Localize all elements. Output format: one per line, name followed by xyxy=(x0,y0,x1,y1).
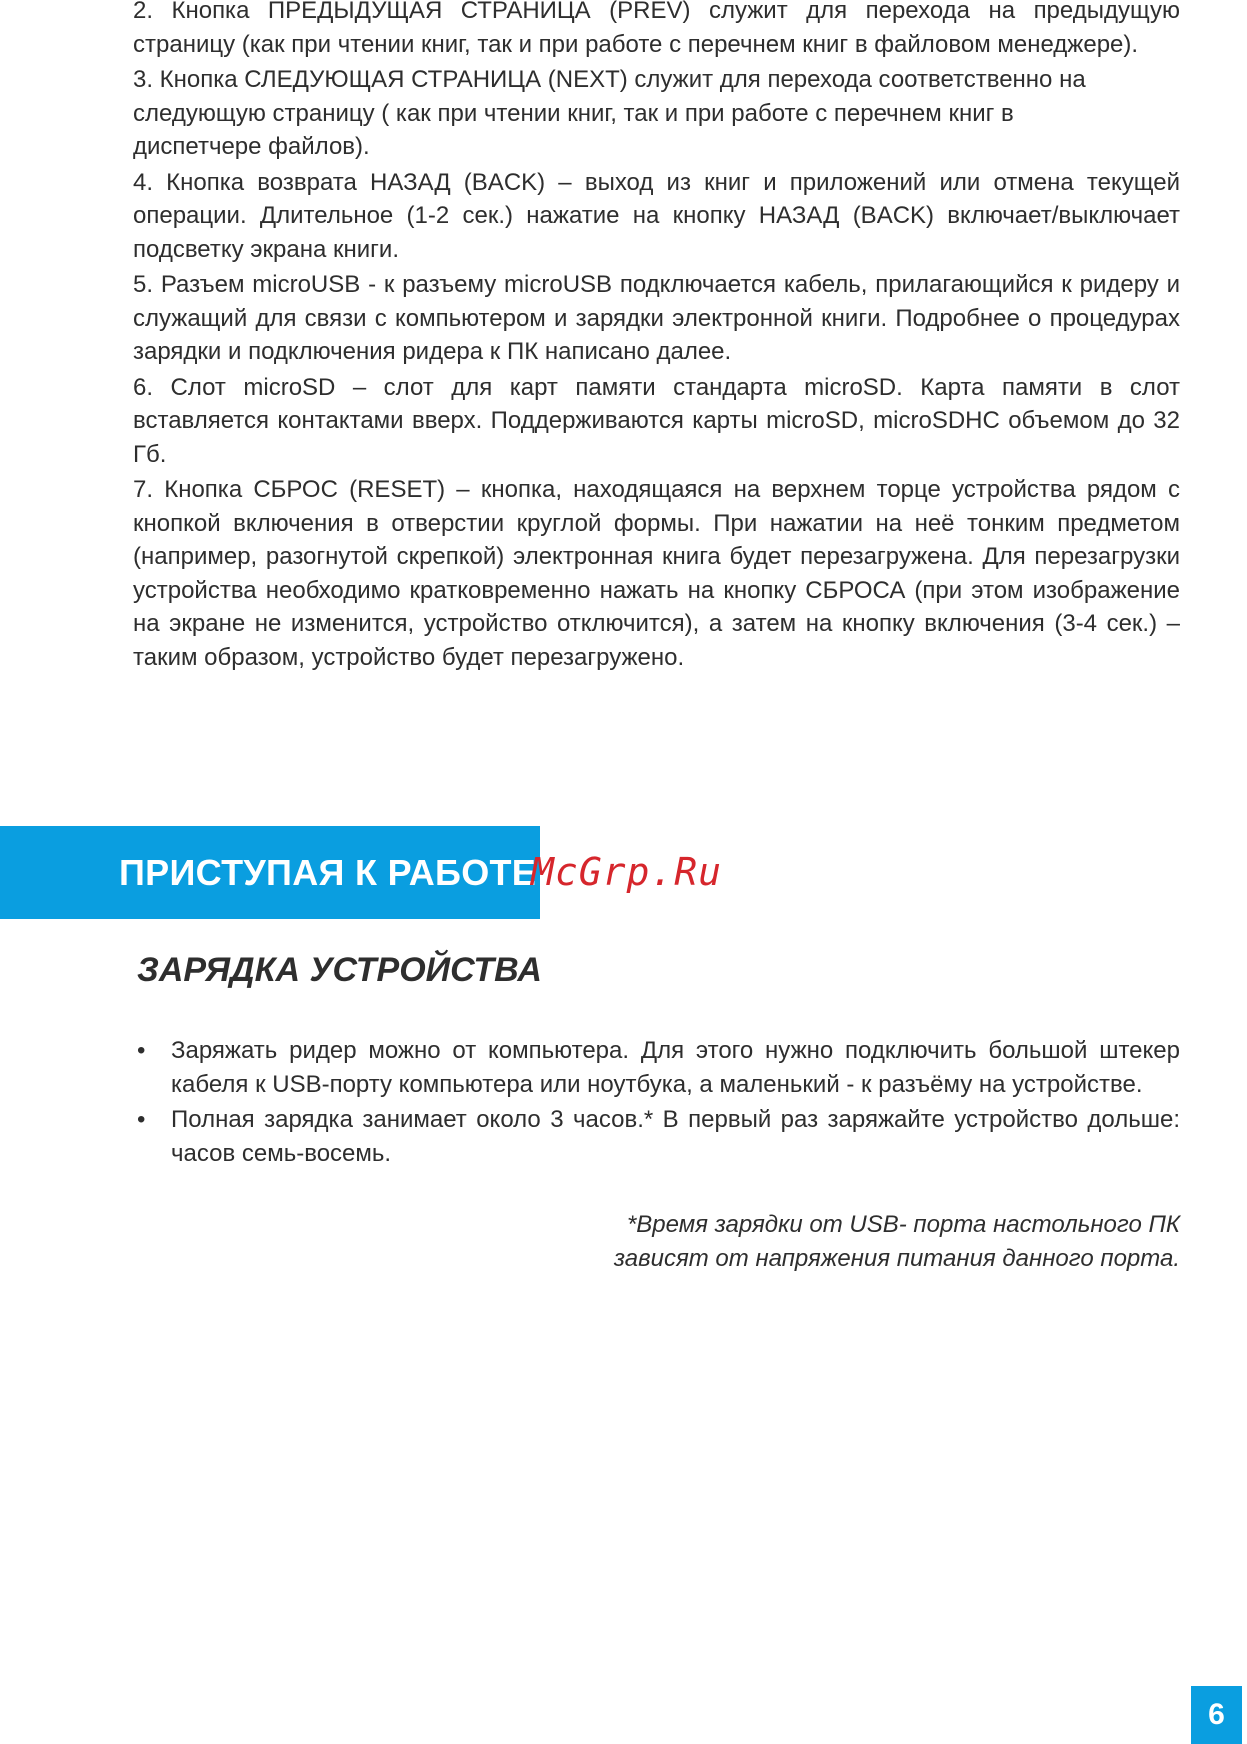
bullet-item-charging-source xyxy=(137,1034,1180,1101)
page-number: 6 xyxy=(1208,1698,1225,1731)
watermark: McGrp.Ru xyxy=(531,850,723,894)
list-item-microusb: 5. Разъем microUSB - к разъему microUSB подключается кабель, прилагающийся к ридеру и служащий для связи с компьютером и зарядки электронной книги. Подробнее о процедурах зарядки и подключения ридера к ПК написано далее. xyxy=(133,271,1180,365)
bullet-item-charging-time xyxy=(137,1103,1180,1170)
section-title: ПРИСТУПАЯ К РАБОТЕ xyxy=(119,852,537,893)
numbered-list xyxy=(133,0,1180,676)
list-item-next-button: 3. Кнопка СЛЕДУЮЩАЯ СТРАНИЦА (NEXT) служит для перехода соответственно на следующую страницу ( как при чтении книг, так и при работе с перечнем книг в диспетчере файлов). xyxy=(133,66,1086,160)
bullet-text: Заряжать ридер можно от компьютера. Для этого нужно подключить большой штекер кабеля к USB-порту компьютера или ноутбука, а маленький - к разъёму на устройстве. xyxy=(171,1037,1180,1098)
list-item-prev-button: 2. Кнопка ПРЕДЫДУЩАЯ СТРАНИЦА (PREV) служит для перехода на предыдущую страницу (как при чтении книг, так и при работе с перечнем книг в файловом менеджере). xyxy=(133,0,1180,58)
bullet-icon: • xyxy=(137,1037,146,1064)
list-item-reset-button: 7. Кнопка СБРОС (RESET) – кнопка, находящаяся на верхнем торце устройства рядом с кнопкой включения в отверстии круглой формы. При нажатии на неё тонким предметом (например, разогнутой скрепкой) электронная книга будет перезагружена. Для перезагрузки устройства необходимо кратковременно нажать на кнопку СБРОСА (при этом изображение на экране не изменится, устройство отключится), а затем на кнопку включения (3-4 сек.) – таким образом, устройство будет перезагружено. xyxy=(133,476,1180,671)
footnote-line-2: зависят от напряжения питания данного порта. xyxy=(613,1245,1180,1272)
list-item-microsd: 6. Слот microSD – слот для карт памяти стандарта microSD. Карта памяти в слот вставляется контактами вверх. Поддерживаются карты microSD, microSDHC объемом до 32 Гб. xyxy=(133,373,1180,468)
bullet-list xyxy=(137,1034,1180,1172)
list-item-back-button: 4. Кнопка возврата НАЗАД (BACK) – выход из книг и приложений или отмена текущей операции. Длительное (1-2 сек.) нажатие на кнопку НАЗАД (BACK) включает/выключает подсветку экрана книги. xyxy=(133,168,1180,263)
bullet-icon: • xyxy=(137,1106,146,1133)
page-number-badge xyxy=(1191,1686,1242,1744)
footnote xyxy=(380,1208,1180,1276)
footnote-line-1: *Время зарядки от USB- порта настольного ПК xyxy=(626,1211,1180,1238)
bullet-text: Полная зарядка занимает около 3 часов.* В первый раз заряжайте устройство дольше: часов семь-восемь. xyxy=(171,1106,1180,1167)
subsection-title: ЗАРЯДКА УСТРОЙСТВА xyxy=(137,951,542,989)
